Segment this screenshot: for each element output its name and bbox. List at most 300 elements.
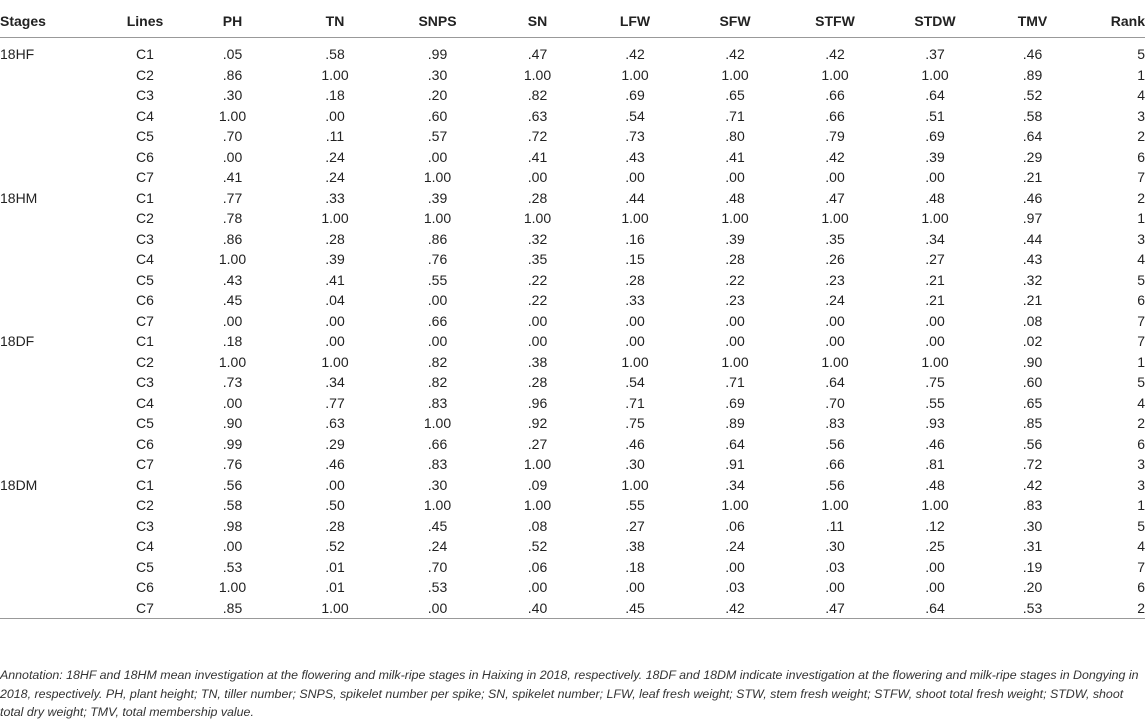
value-cell: .41	[725, 148, 745, 165]
value-cell: .77	[325, 394, 345, 411]
value-cell: .79	[825, 128, 845, 144]
column-header: LFW	[585, 5, 685, 38]
value-cell: .24	[325, 148, 345, 165]
value-cell: .02	[1022, 333, 1043, 349]
value-cell: 5	[1137, 271, 1145, 288]
value-cell: .50	[325, 497, 345, 513]
table-row	[0, 167, 1145, 188]
value-cell: .12	[925, 517, 945, 534]
value-cell: .48	[925, 189, 945, 206]
value-cell: 4	[1137, 538, 1145, 554]
value-cell: .24	[325, 169, 345, 185]
value-cell: .47	[785, 598, 885, 619]
value-cell: .90	[222, 415, 243, 431]
value-cell: .63	[325, 415, 345, 431]
value-cell: 7	[1137, 333, 1145, 349]
value-cell: 1.00	[721, 353, 749, 370]
value-cell: .85	[1022, 415, 1043, 431]
value-cell: .32	[1022, 271, 1043, 288]
value-cell: .82	[527, 87, 548, 103]
stage-cell	[0, 454, 110, 475]
table-row	[0, 393, 1145, 414]
value-cell: 2	[1137, 128, 1145, 144]
value-cell: .86	[427, 230, 448, 247]
table-row	[0, 536, 1145, 557]
value-cell: 1.00	[921, 497, 949, 513]
value-cell: .54	[625, 107, 645, 124]
value-cell: .70	[825, 394, 845, 411]
value-cell: 1.00	[921, 210, 949, 226]
value-cell: .89	[1022, 66, 1043, 83]
value-cell: .30	[625, 456, 645, 472]
column-header: STFW	[785, 5, 885, 38]
value-cell: .00	[625, 312, 645, 329]
value-cell: .00	[925, 169, 945, 185]
value-cell: .53	[222, 558, 243, 575]
value-cell: 1.00	[821, 497, 849, 513]
value-cell: 1.00	[621, 353, 649, 370]
value-cell: .52	[1022, 87, 1043, 103]
stage-cell: 18HF	[0, 46, 35, 62]
value-cell: .29	[325, 435, 345, 452]
value-cell: .42	[625, 46, 645, 62]
line-cell: C7	[136, 456, 154, 472]
value-cell: .00	[625, 579, 645, 595]
value-cell: 1.00	[621, 66, 649, 83]
value-cell: .00	[222, 538, 243, 554]
value-cell: .69	[725, 394, 745, 411]
value-cell: .00	[325, 476, 345, 493]
value-cell: 1.00	[321, 66, 349, 83]
stage-cell	[0, 249, 110, 270]
value-cell: .24	[427, 538, 448, 554]
value-cell: 3	[1137, 476, 1145, 493]
value-cell: .46	[1022, 189, 1043, 206]
value-cell: 1.00	[218, 579, 247, 595]
column-header: PH	[180, 5, 285, 38]
value-cell: .73	[625, 128, 645, 144]
value-cell: 1.00	[721, 497, 749, 513]
value-cell: .42	[825, 148, 845, 165]
stage-cell	[0, 372, 110, 393]
line-cell: C4	[136, 394, 154, 411]
value-cell: .25	[925, 538, 945, 554]
value-cell: .64	[925, 87, 945, 103]
value-cell: 1.00	[821, 353, 849, 370]
value-cell: .00	[527, 579, 548, 595]
value-cell: .35	[825, 230, 845, 247]
stage-cell	[0, 516, 110, 537]
value-cell: 3	[1137, 230, 1145, 247]
value-cell: .00	[325, 107, 345, 124]
value-cell: .18	[325, 87, 345, 103]
value-cell: .60	[1022, 374, 1043, 390]
value-cell: .42	[725, 46, 745, 62]
table-row	[0, 188, 1145, 209]
value-cell: .00	[222, 148, 243, 165]
value-cell: .83	[427, 456, 448, 472]
line-cell: C6	[136, 435, 154, 452]
value-cell: .22	[527, 292, 548, 308]
value-cell: .37	[925, 46, 945, 62]
value-cell: .56	[1022, 435, 1043, 452]
value-cell: .41	[325, 271, 345, 288]
table-row	[0, 249, 1145, 270]
stage-cell	[0, 290, 110, 311]
value-cell: 1.00	[423, 169, 452, 185]
value-cell: .01	[325, 558, 345, 575]
value-cell: .82	[427, 353, 448, 370]
value-cell: .48	[725, 189, 745, 206]
value-cell: .39	[925, 148, 945, 165]
table-row	[0, 495, 1145, 516]
value-cell: .85	[180, 598, 285, 619]
line-cell: C1	[136, 333, 154, 349]
stage-cell: 18HM	[0, 189, 38, 206]
stage-cell	[0, 147, 110, 168]
value-cell: .46	[325, 456, 345, 472]
value-cell: 1.00	[523, 66, 552, 83]
value-cell: .44	[1022, 230, 1043, 247]
value-cell: .26	[825, 251, 845, 267]
value-cell: 2	[1137, 189, 1145, 206]
value-cell: .28	[325, 230, 345, 247]
table-annotation: Annotation: 18HF and 18HM mean investigation at the flowering and milk-ripe stages in Haixing in 2018, respectively. 18DF and 18DM indicate investigation at the flowering and milk-ripe stages in Dongying in 2018, respectively. PH, plant height; TN, tiller number; SNPS, spikelet number per spike; SN, spikelet number; LFW, leaf fresh weight; STW, stem fresh weight; STFW, shoot total fresh weight; STDW, shoot total dry weight; TMV, total membership value.	[0, 668, 1139, 719]
value-cell: 4	[1137, 251, 1145, 267]
table-row	[0, 331, 1145, 352]
value-cell: .77	[222, 189, 243, 206]
line-cell: C7	[136, 312, 154, 329]
value-cell: .60	[427, 107, 448, 124]
stage-cell	[0, 167, 110, 188]
stage-cell	[0, 495, 110, 516]
stage-cell	[0, 352, 110, 373]
value-cell: .73	[222, 374, 243, 390]
table-row	[0, 208, 1145, 229]
value-cell: .83	[427, 394, 448, 411]
value-cell: .72	[1022, 456, 1043, 472]
value-cell: 1	[1137, 210, 1145, 226]
value-cell: .00	[925, 558, 945, 575]
value-cell: .23	[825, 271, 845, 288]
value-cell: .76	[427, 251, 448, 267]
value-cell: .98	[222, 517, 243, 534]
stage-cell	[0, 598, 110, 619]
value-cell: .45	[585, 598, 685, 619]
value-cell: 1.00	[821, 66, 849, 83]
value-cell: .64	[885, 598, 985, 619]
column-header: Stages	[0, 5, 110, 38]
value-cell: .28	[527, 374, 548, 390]
line-cell: C4	[136, 107, 154, 124]
value-cell: .21	[1022, 292, 1043, 308]
value-cell: .66	[825, 456, 845, 472]
value-cell: .78	[222, 210, 243, 226]
stage-cell	[0, 577, 110, 598]
value-cell: .53	[985, 598, 1080, 619]
value-cell: .66	[825, 87, 845, 103]
value-cell: .55	[625, 497, 645, 513]
value-cell: 1.00	[218, 251, 247, 267]
value-cell: .00	[825, 312, 845, 329]
value-cell: .00	[625, 333, 645, 349]
value-cell: .30	[427, 66, 448, 83]
line-cell: C1	[136, 189, 154, 206]
table-row	[0, 85, 1145, 106]
value-cell: .24	[825, 292, 845, 308]
value-cell: 1.00	[321, 210, 349, 226]
table-row	[0, 311, 1145, 332]
stage-cell: 18DF	[0, 333, 35, 349]
line-cell: C2	[136, 353, 154, 370]
value-cell: .52	[325, 538, 345, 554]
value-cell: .27	[625, 517, 645, 534]
value-cell: .09	[527, 476, 548, 493]
value-cell: .34	[925, 230, 945, 247]
value-cell: .28	[625, 271, 645, 288]
stage-cell	[0, 536, 110, 557]
value-cell: .00	[325, 333, 345, 349]
value-cell: 7	[1137, 312, 1145, 329]
value-cell: .35	[527, 251, 548, 267]
line-cell: C5	[136, 271, 154, 288]
value-cell: .23	[725, 292, 745, 308]
stage-cell	[0, 434, 110, 455]
value-cell: .44	[625, 189, 645, 206]
value-cell: 3	[1137, 107, 1145, 124]
stage-cell	[0, 208, 110, 229]
stage-cell	[0, 229, 110, 250]
value-cell: .93	[925, 415, 945, 431]
value-cell: .64	[725, 435, 745, 452]
line-cell: C3	[136, 230, 154, 247]
value-cell: .76	[222, 456, 243, 472]
value-cell: .47	[527, 46, 548, 62]
value-cell: .05	[222, 46, 243, 62]
table-row	[0, 475, 1145, 496]
value-cell: .27	[925, 251, 945, 267]
table-row	[0, 352, 1145, 373]
value-cell: .01	[325, 579, 345, 595]
line-cell: C2	[136, 497, 154, 513]
value-cell: .06	[527, 558, 548, 575]
value-cell: 5	[1137, 517, 1145, 534]
value-cell: 1.00	[423, 415, 452, 431]
value-cell: .08	[527, 517, 548, 534]
value-cell: .64	[1022, 128, 1043, 144]
value-cell: 6	[1137, 435, 1145, 452]
value-cell: .30	[825, 538, 845, 554]
value-cell: 5	[1137, 374, 1145, 390]
value-cell: .45	[222, 292, 243, 308]
value-cell: .00	[925, 333, 945, 349]
value-cell: .00	[222, 312, 243, 329]
table-row	[0, 106, 1145, 127]
value-cell: .00	[825, 169, 845, 185]
value-cell: .65	[725, 87, 745, 103]
column-header: SNPS	[385, 5, 490, 38]
stage-cell	[0, 85, 110, 106]
value-cell: .71	[725, 107, 745, 124]
column-header: SN	[490, 5, 585, 38]
value-cell: 2	[1137, 415, 1145, 431]
stage-cell	[0, 270, 110, 291]
value-cell: .00	[385, 598, 490, 619]
value-cell: .97	[1022, 210, 1043, 226]
value-cell: .41	[527, 148, 548, 165]
value-cell: .06	[725, 517, 745, 534]
value-cell: .55	[427, 271, 448, 288]
line-cell: C5	[136, 558, 154, 575]
table-row	[0, 126, 1145, 147]
value-cell: .21	[1022, 169, 1043, 185]
table-row	[0, 516, 1145, 537]
value-cell: .46	[1022, 46, 1043, 62]
value-cell: .69	[925, 128, 945, 144]
table-row	[0, 577, 1145, 598]
value-cell: .72	[527, 128, 548, 144]
value-cell: .86	[222, 66, 243, 83]
value-cell: 1.00	[321, 353, 349, 370]
value-cell: .90	[1022, 353, 1043, 370]
value-cell: .38	[527, 353, 548, 370]
value-cell: .31	[1022, 538, 1043, 554]
value-cell: .00	[222, 394, 243, 411]
value-cell: .28	[725, 251, 745, 267]
column-header: TN	[285, 5, 385, 38]
value-cell: .00	[325, 312, 345, 329]
value-cell: .28	[527, 189, 548, 206]
value-cell: 1.00	[523, 210, 552, 226]
value-cell: .99	[427, 46, 448, 62]
value-cell: 1.00	[721, 66, 749, 83]
value-cell: .19	[1022, 558, 1043, 575]
value-cell: .83	[825, 415, 845, 431]
value-cell: .29	[1022, 148, 1043, 165]
table-row	[0, 372, 1145, 393]
value-cell: 6	[1137, 292, 1145, 308]
value-cell: .00	[427, 148, 448, 165]
stage-cell	[0, 557, 110, 578]
value-cell: .15	[625, 251, 645, 267]
value-cell: .55	[925, 394, 945, 411]
column-header: STDW	[885, 5, 985, 38]
value-cell: .00	[725, 333, 745, 349]
value-cell: .28	[325, 517, 345, 534]
value-cell: .24	[725, 538, 745, 554]
value-cell: .00	[925, 312, 945, 329]
table-row	[0, 147, 1145, 168]
value-cell: 4	[1137, 394, 1145, 411]
value-cell: .69	[625, 87, 645, 103]
value-cell: 1.00	[423, 497, 452, 513]
line-cell: C6	[136, 148, 154, 165]
stage-cell: 18DM	[0, 476, 38, 493]
line-cell: C4	[136, 251, 154, 267]
value-cell: .00	[725, 169, 745, 185]
table-row	[0, 290, 1145, 311]
header-row	[0, 5, 1145, 38]
value-cell: .54	[625, 374, 645, 390]
value-cell: .41	[222, 169, 243, 185]
value-cell: .71	[625, 394, 645, 411]
value-cell: .38	[625, 538, 645, 554]
stage-cell	[0, 65, 110, 86]
value-cell: 1.00	[523, 497, 552, 513]
column-header: Lines	[110, 5, 180, 38]
value-cell: .00	[625, 169, 645, 185]
line-cell: C5	[136, 128, 154, 144]
line-cell: C3	[136, 517, 154, 534]
value-cell: 1.00	[621, 476, 649, 493]
value-cell: .22	[725, 271, 745, 288]
value-cell: 1	[1137, 353, 1145, 370]
value-cell: .53	[427, 579, 448, 595]
value-cell: .75	[625, 415, 645, 431]
value-cell: 1.00	[523, 456, 552, 472]
value-cell: .27	[527, 435, 548, 452]
value-cell: .39	[427, 189, 448, 206]
value-cell: .20	[1022, 579, 1043, 595]
line-cell: C7	[110, 598, 180, 619]
value-cell: .00	[925, 579, 945, 595]
value-cell: .82	[427, 374, 448, 390]
value-cell: .57	[427, 128, 448, 144]
value-cell: .00	[527, 333, 548, 349]
value-cell: .45	[427, 517, 448, 534]
value-cell: .42	[825, 46, 845, 62]
value-cell: .00	[825, 579, 845, 595]
value-cell: .00	[427, 292, 448, 308]
line-cell: C3	[136, 87, 154, 103]
value-cell: .00	[427, 333, 448, 349]
value-cell: .91	[725, 456, 745, 472]
line-cell: C6	[136, 579, 154, 595]
value-cell: .00	[725, 558, 745, 575]
table-row	[0, 413, 1145, 434]
value-cell: .56	[222, 476, 243, 493]
value-cell: .75	[925, 374, 945, 390]
value-cell: .48	[925, 476, 945, 493]
value-cell: 4	[1137, 87, 1145, 103]
table-header	[0, 5, 1145, 38]
stage-cell	[0, 106, 110, 127]
value-cell: .70	[427, 558, 448, 575]
value-cell: .92	[527, 415, 548, 431]
value-cell: .16	[625, 230, 645, 247]
value-cell: 1.00	[821, 210, 849, 226]
value-cell: .65	[1022, 394, 1043, 411]
value-cell: .99	[222, 435, 243, 452]
line-cell: C6	[136, 292, 154, 308]
line-cell: C4	[136, 538, 154, 554]
value-cell: .66	[825, 107, 845, 124]
line-cell: C3	[136, 374, 154, 390]
value-cell: .21	[925, 292, 945, 308]
value-cell: .66	[427, 435, 448, 452]
table-body	[0, 38, 1145, 619]
value-cell: .20	[427, 87, 448, 103]
value-cell: .58	[222, 497, 243, 513]
table-row	[0, 270, 1145, 291]
value-cell: .30	[1022, 517, 1043, 534]
value-cell: .22	[527, 271, 548, 288]
value-cell: .11	[325, 128, 345, 144]
value-cell: .71	[725, 374, 745, 390]
membership-value-table	[0, 5, 1145, 619]
value-cell: .56	[825, 476, 845, 493]
value-cell: .04	[325, 292, 345, 308]
